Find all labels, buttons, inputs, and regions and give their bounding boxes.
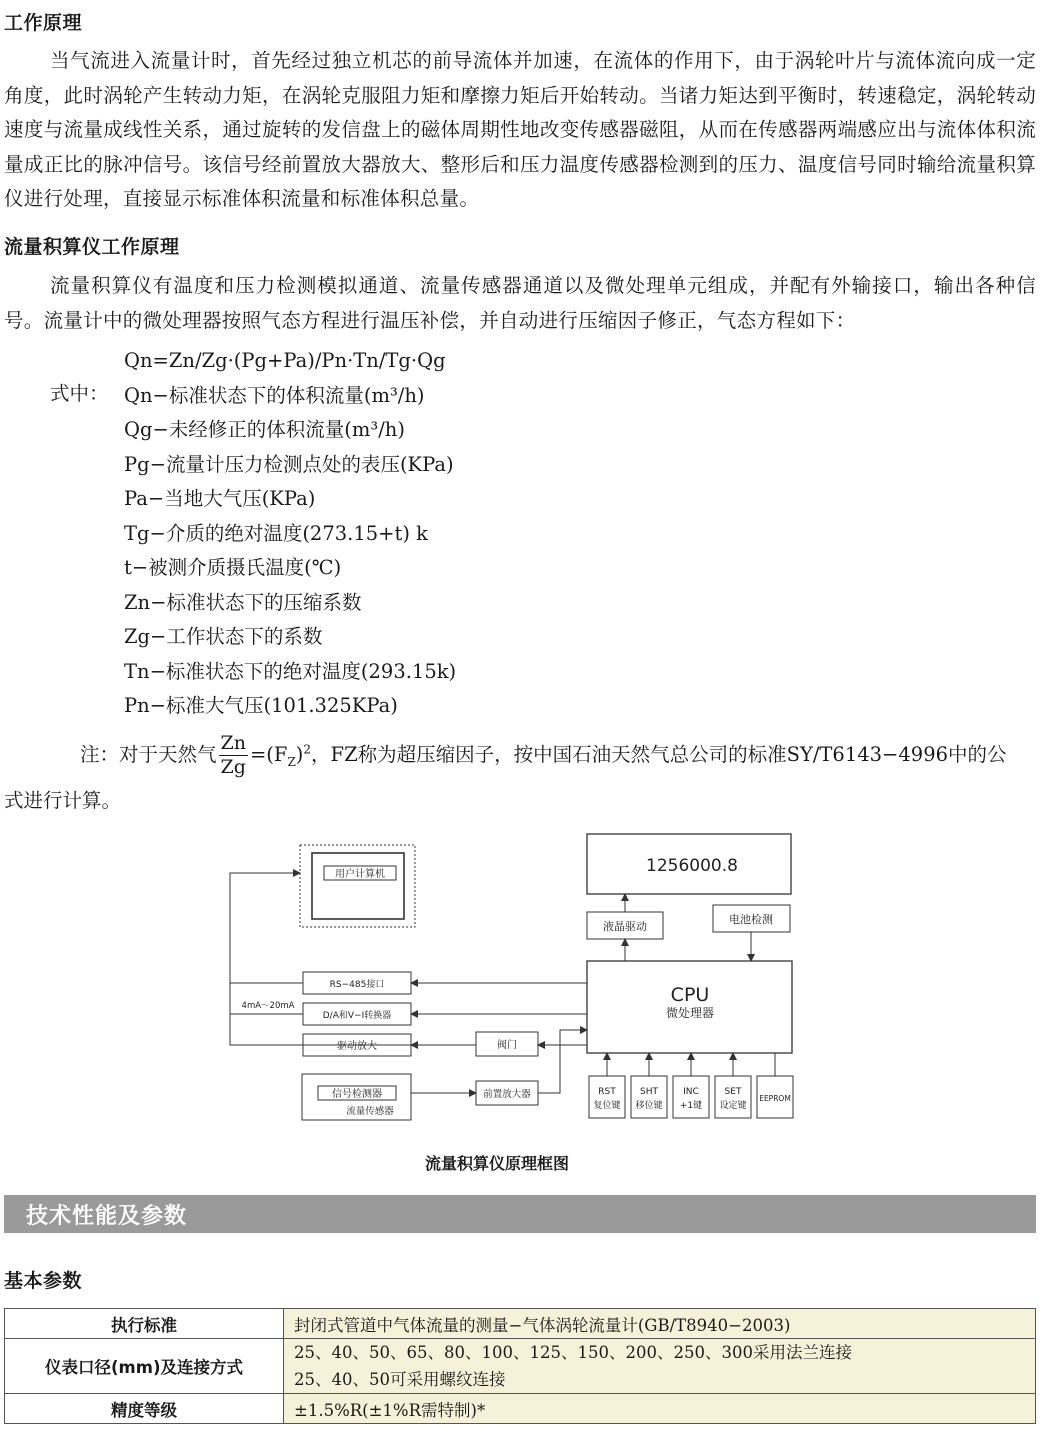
section-title-working-principle: 工作原理 — [4, 12, 83, 34]
def-qn: Qn−标准状态下的体积流量(m³/h) — [124, 383, 425, 407]
def-t: t−被测介质摄氏温度(℃) — [124, 556, 342, 579]
basic-params-title: 基本参数 — [4, 1270, 83, 1292]
def-zn: Zn−标准状态下的压缩系数 — [124, 590, 362, 614]
def-tg: Tg−介质的绝对温度(273.15+t) k — [124, 521, 428, 545]
note-eq: =(F — [249, 743, 288, 766]
note-sub: Z — [287, 754, 296, 769]
key-sht-code: SHT — [640, 1087, 658, 1097]
note-rest: ，FZ称为超压缩因子，按中国石油天然气总公司的标准SY/T6143−4996中的公 — [311, 743, 1007, 766]
def-qg: Qg−未经修正的体积流量(m³/h) — [124, 418, 405, 441]
user-computer-label: 用户计算机 — [335, 869, 385, 880]
where-label: 式中： — [50, 382, 109, 405]
valve-label: 阀门 — [497, 1040, 517, 1051]
def-pg: Pg−流量计压力检测点处的表压(KPa) — [124, 452, 454, 476]
caliber-thread: 25、40、50可采用螺纹连接 — [294, 1370, 506, 1389]
da-converter-label: D/A和V−I转换器 — [322, 1011, 392, 1021]
signal-detector-label: 信号检测器 — [332, 1089, 382, 1100]
section-title-integrator-principle: 流量积算仪工作原理 — [4, 236, 180, 258]
key-set-code: SET — [724, 1087, 742, 1097]
user-computer-box — [300, 845, 415, 927]
cpu-sub-label: 微处理器 — [665, 1006, 715, 1020]
def-tn: Tn−标准状态下的绝对温度(293.15k) — [124, 659, 457, 683]
row-value-caliber — [284, 1339, 1036, 1394]
def-pn: Pn−标准大气压(101.325KPa) — [124, 694, 398, 717]
row-value-standard: 封闭式管道中气体流量的测量−气体涡轮流量计(GB/T8940−2003) — [284, 1309, 1036, 1339]
def-zg: Zg−工作状态下的系数 — [124, 625, 323, 648]
key-sht-name: 移位键 — [635, 1101, 663, 1111]
note-prefix: 注：对于天然气 — [80, 743, 217, 766]
key-sht — [631, 1076, 667, 1118]
gas-equation: Qn=Zn/Zg·(Pg+Pa)/Pn·Tn/Tg·Qg — [124, 349, 446, 372]
integrator-principle-paragraph: 流量积算仪有温度和压力检测模拟通道、流量传感器通道以及微处理单元组成，并配有外输接口，输出各种信号。流量计中的微处理器按照气态方程进行温压补偿，并自动进行压缩因子修正，气态方程如下： — [4, 274, 1036, 332]
tech-specs-title: 技术性能及参数 — [26, 1204, 188, 1229]
rs485-label: RS−485接口 — [329, 980, 385, 990]
fraction-numerator: Zn — [220, 732, 246, 754]
key-inc-name: +1键 — [679, 1101, 703, 1111]
table-row — [5, 1394, 1036, 1424]
key-rst — [589, 1076, 625, 1118]
fraction-denominator: Zg — [220, 756, 246, 778]
key-inc — [673, 1076, 709, 1118]
drive-amp-label: 驱动放大 — [337, 1041, 377, 1052]
key-rst-name: 复位键 — [593, 1101, 621, 1111]
row-key-caliber: 仪表口径(mm)及连接方式 — [5, 1339, 284, 1394]
working-principle-paragraph: 当气流进入流量计时，首先经过独立机芯的前导流体并加速，在流体的作用下，由于涡轮叶片与流体流向成一定角度，此时涡轮产生转动力矩，在涡轮克服阻力矩和摩擦力矩后开始转动。当诸力矩达到平衡时，转速稳定，涡轮转动速度与流量成线性关系，通过旋转的发信盘上的磁体周期性地改变传感器磁阻，从而在传感器两端感应出与流体体积流量成正比的脉冲信号。该信号经前置放大器放大、整形后和压力温度传感器检测到的压力、温度信号同时输给流量积算仪进行处理，直接显示标准体积流量和标准体积总量。 — [4, 49, 1036, 210]
current-label: 4mA～20mA — [241, 1001, 295, 1011]
display-value: 1256000.8 — [646, 856, 738, 876]
note-line: 注：对于天然气 $\frac{Zn}{Zg}$ $=(F_Z)^2$，FZ称为超压缩因子，按中国石油天然气总公司的标准SY/T6143−4996中的公 — [80, 732, 1007, 778]
row-key-accuracy: 精度等级 — [5, 1394, 284, 1424]
key-inc-code: INC — [683, 1087, 699, 1097]
diagram-caption: 流量积算仪原理框图 — [425, 1154, 570, 1173]
key-set — [715, 1076, 751, 1118]
basic-params-table — [4, 1308, 1036, 1424]
flow-sensor-label: 流量传感器 — [346, 1106, 394, 1117]
note-line-2: 式进行计算。 — [4, 789, 122, 812]
row-key-standard: 执行标准 — [5, 1309, 284, 1339]
table-row — [5, 1339, 1036, 1394]
key-rst-code: RST — [598, 1087, 616, 1097]
eeprom-label: EEPROM — [759, 1094, 791, 1103]
caliber-flange: 25、40、50、65、80、100、125、150、200、250、300采用法兰连接 — [294, 1343, 852, 1362]
preamp-label: 前置放大器 — [483, 1089, 531, 1100]
key-set-name: 设定键 — [719, 1101, 747, 1111]
row-value-accuracy: ±1.5%R(±1%R需特制)* — [284, 1394, 1036, 1424]
table-row — [5, 1309, 1036, 1339]
def-pa: Pa−当地大气压(KPa) — [124, 487, 316, 510]
tech-specs-banner — [4, 1195, 1036, 1233]
note-sup: 2 — [303, 742, 312, 757]
lcd-driver-label: 液晶驱动 — [603, 920, 647, 933]
cpu-label: CPU — [670, 984, 710, 1006]
battery-check-label: 电池检测 — [729, 913, 773, 926]
